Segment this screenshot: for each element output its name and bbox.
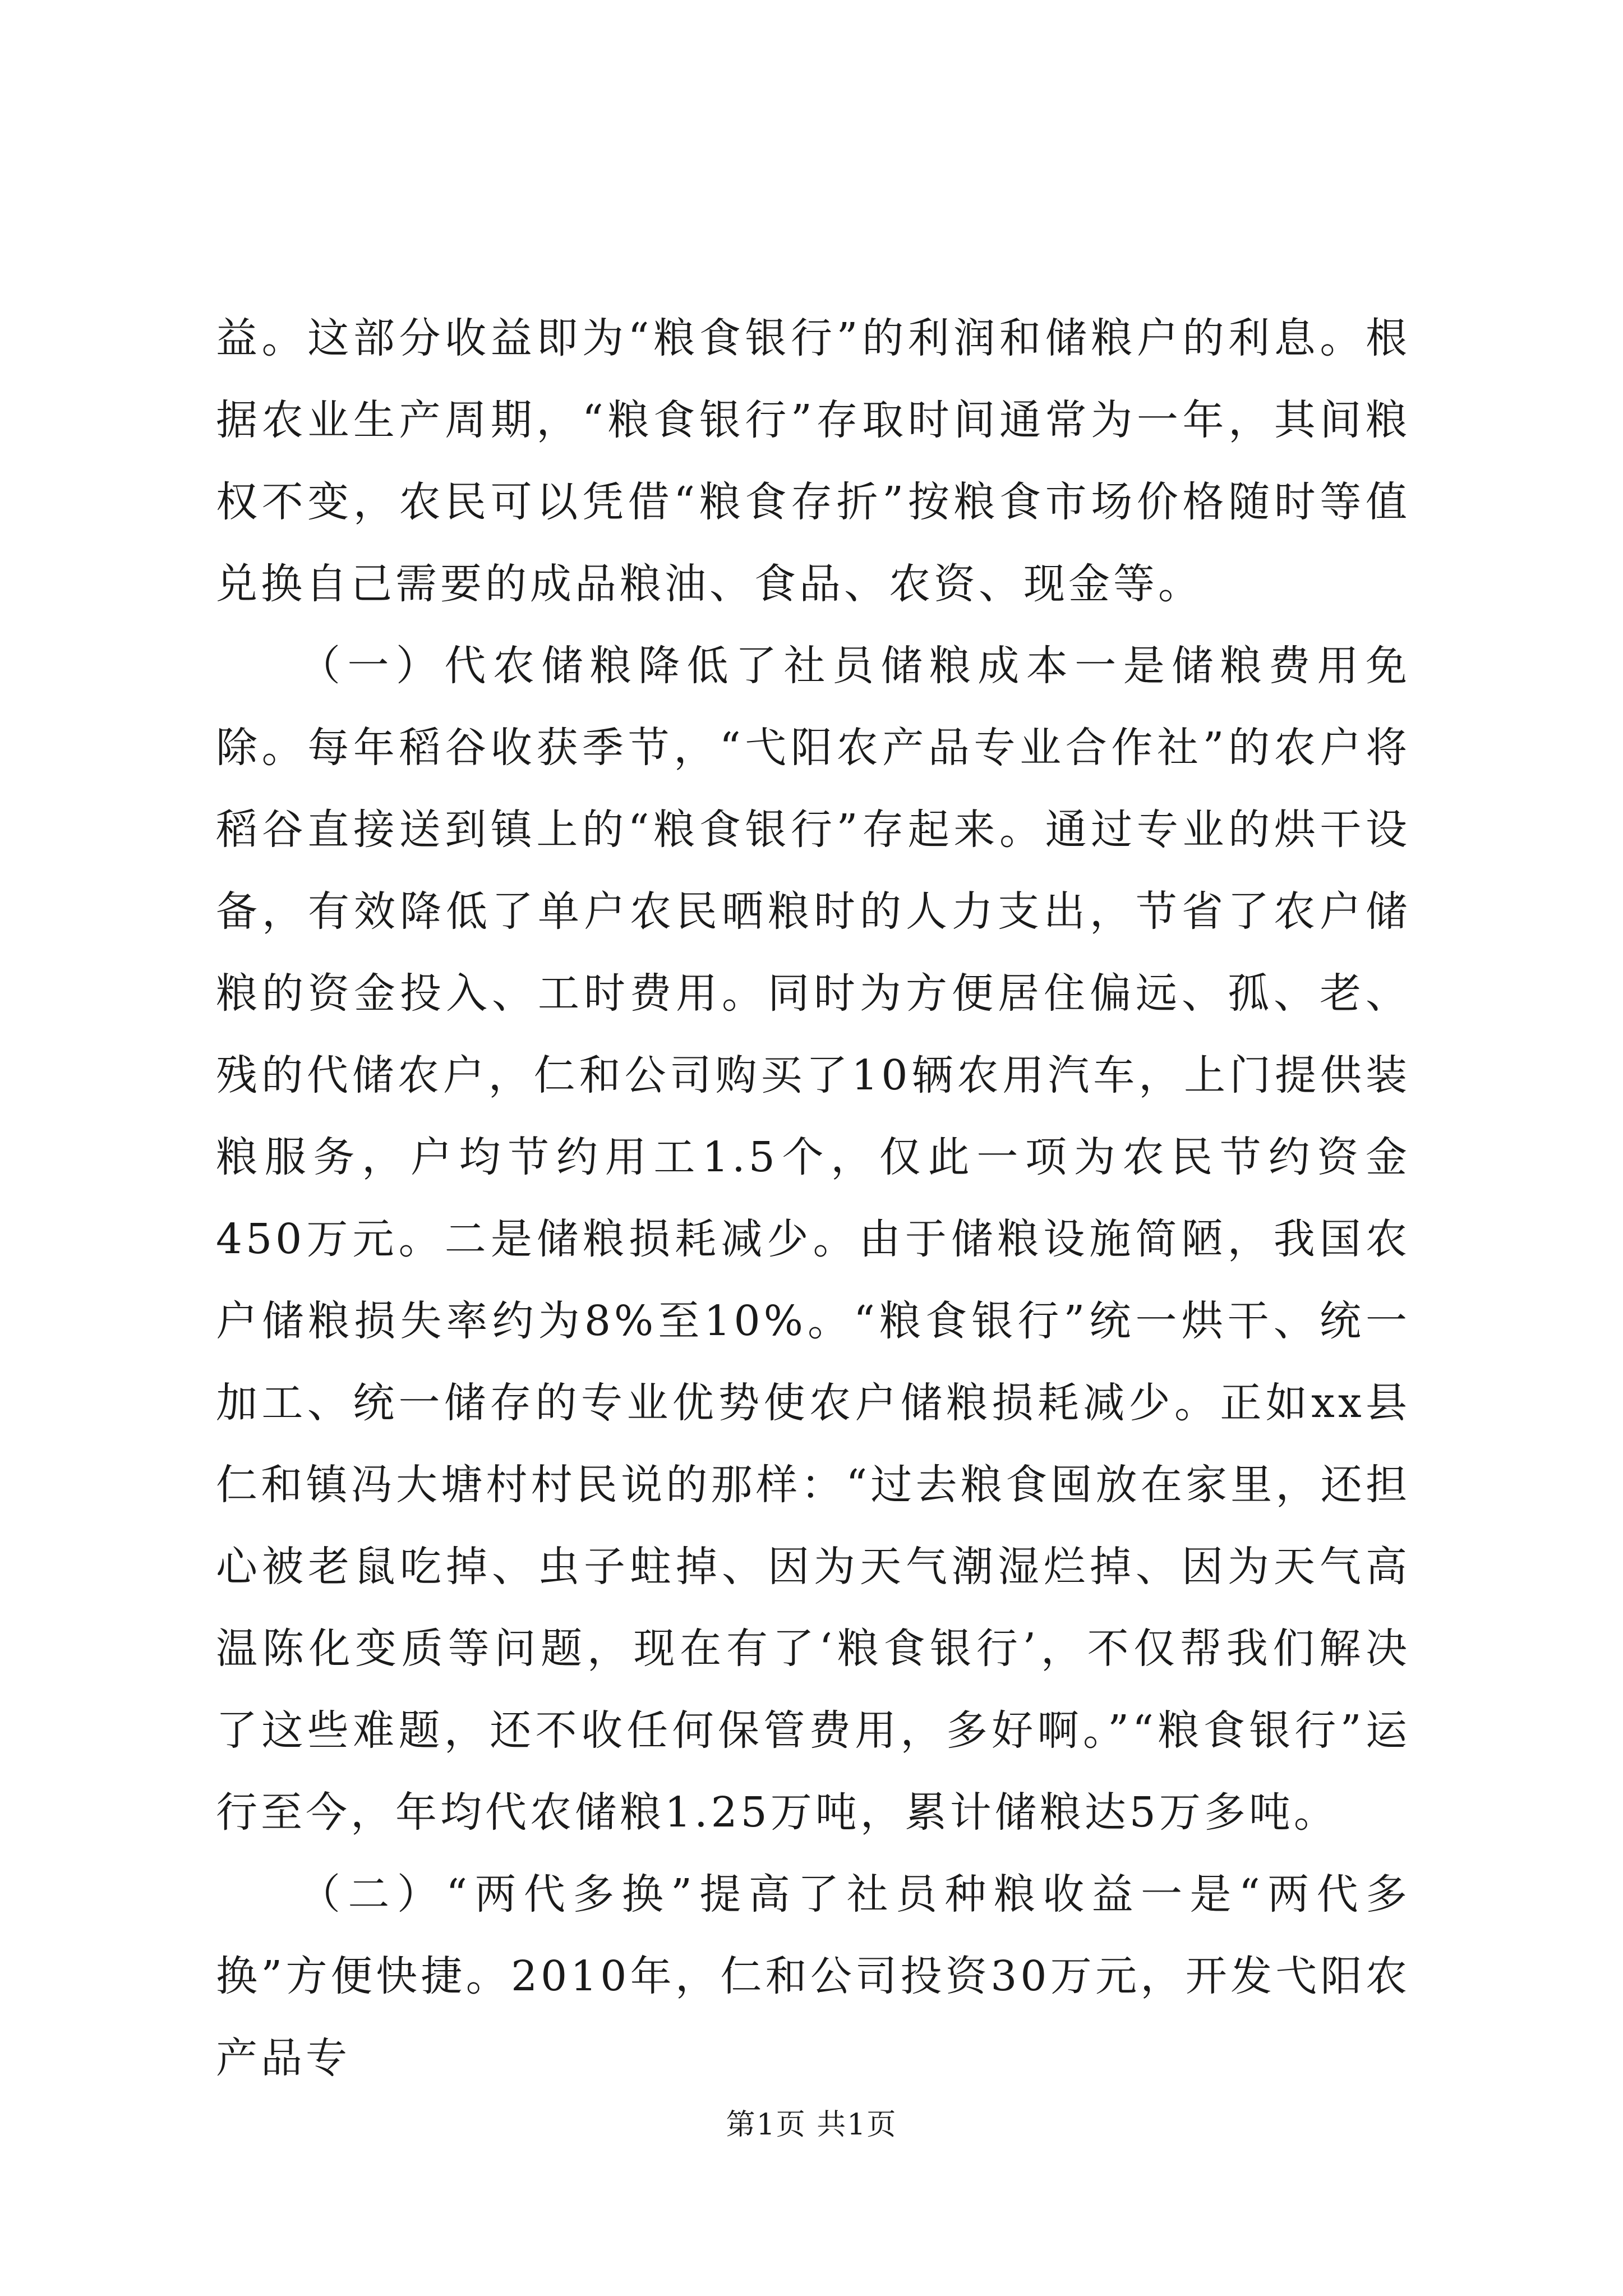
page-footer: 第1页 共1页: [726, 2108, 897, 2142]
document-body: [216, 297, 1410, 2099]
paragraph-1: 益。这部分收益即为“粮食银行”的利润和储粮户的利息。根据农业生产周期，“粮食银行”存取时间通常为一年，其间粮权不变，农民可以凭借“粮食存折”按粮食市场价格随时等值兑换自己需要的成品粮油、食品、农资、现金等。: [216, 314, 1410, 608]
paragraph-2: （一）代农储粮降低了社员储粮成本一是储粮费用免除。每年稻谷收获季节，“弋阳农产品专业合作社”的农户将稻谷直接送到镇上的“粮食银行”存起来。通过专业的烘干设备，有效降低了单户农民晒粮时的人力支出，节省了农户储粮的资金投入、工时费用。同时为方便居住偏远、孤、老、残的代储农户，仁和公司购买了10辆农用汽车，上门提供装粮服务，户均节约用工1.5个，仅此一项为农民节约资金450万元。二是储粮损耗减少。由于储粮设施简陋，我国农户储粮损失率约为8%至10%。“粮食银行”统一烘干、统一加工、统一储存的专业优势使农户储粮损耗减少。正如xx县仁和镇冯大塘村村民说的那样：“过去粮食囤放在家里，还担心被老鼠吃掉、虫子蛀掉、因为天气潮湿烂掉、因为天气高温陈化变质等问题，现在有了‘粮食银行’，不仅帮我们解决了这些难题，还不收任何保管费用，多好啊。”“粮食银行”运行至今，年均代农储粮1.25万吨，累计储粮达5万多吨。: [216, 642, 1410, 1837]
paragraph-3: （二）“两代多换”提高了社员种粮收益一是“两代多换”方便快捷。2010年，仁和公司投资30万元，开发弋阳农产品专: [216, 1870, 1410, 2082]
